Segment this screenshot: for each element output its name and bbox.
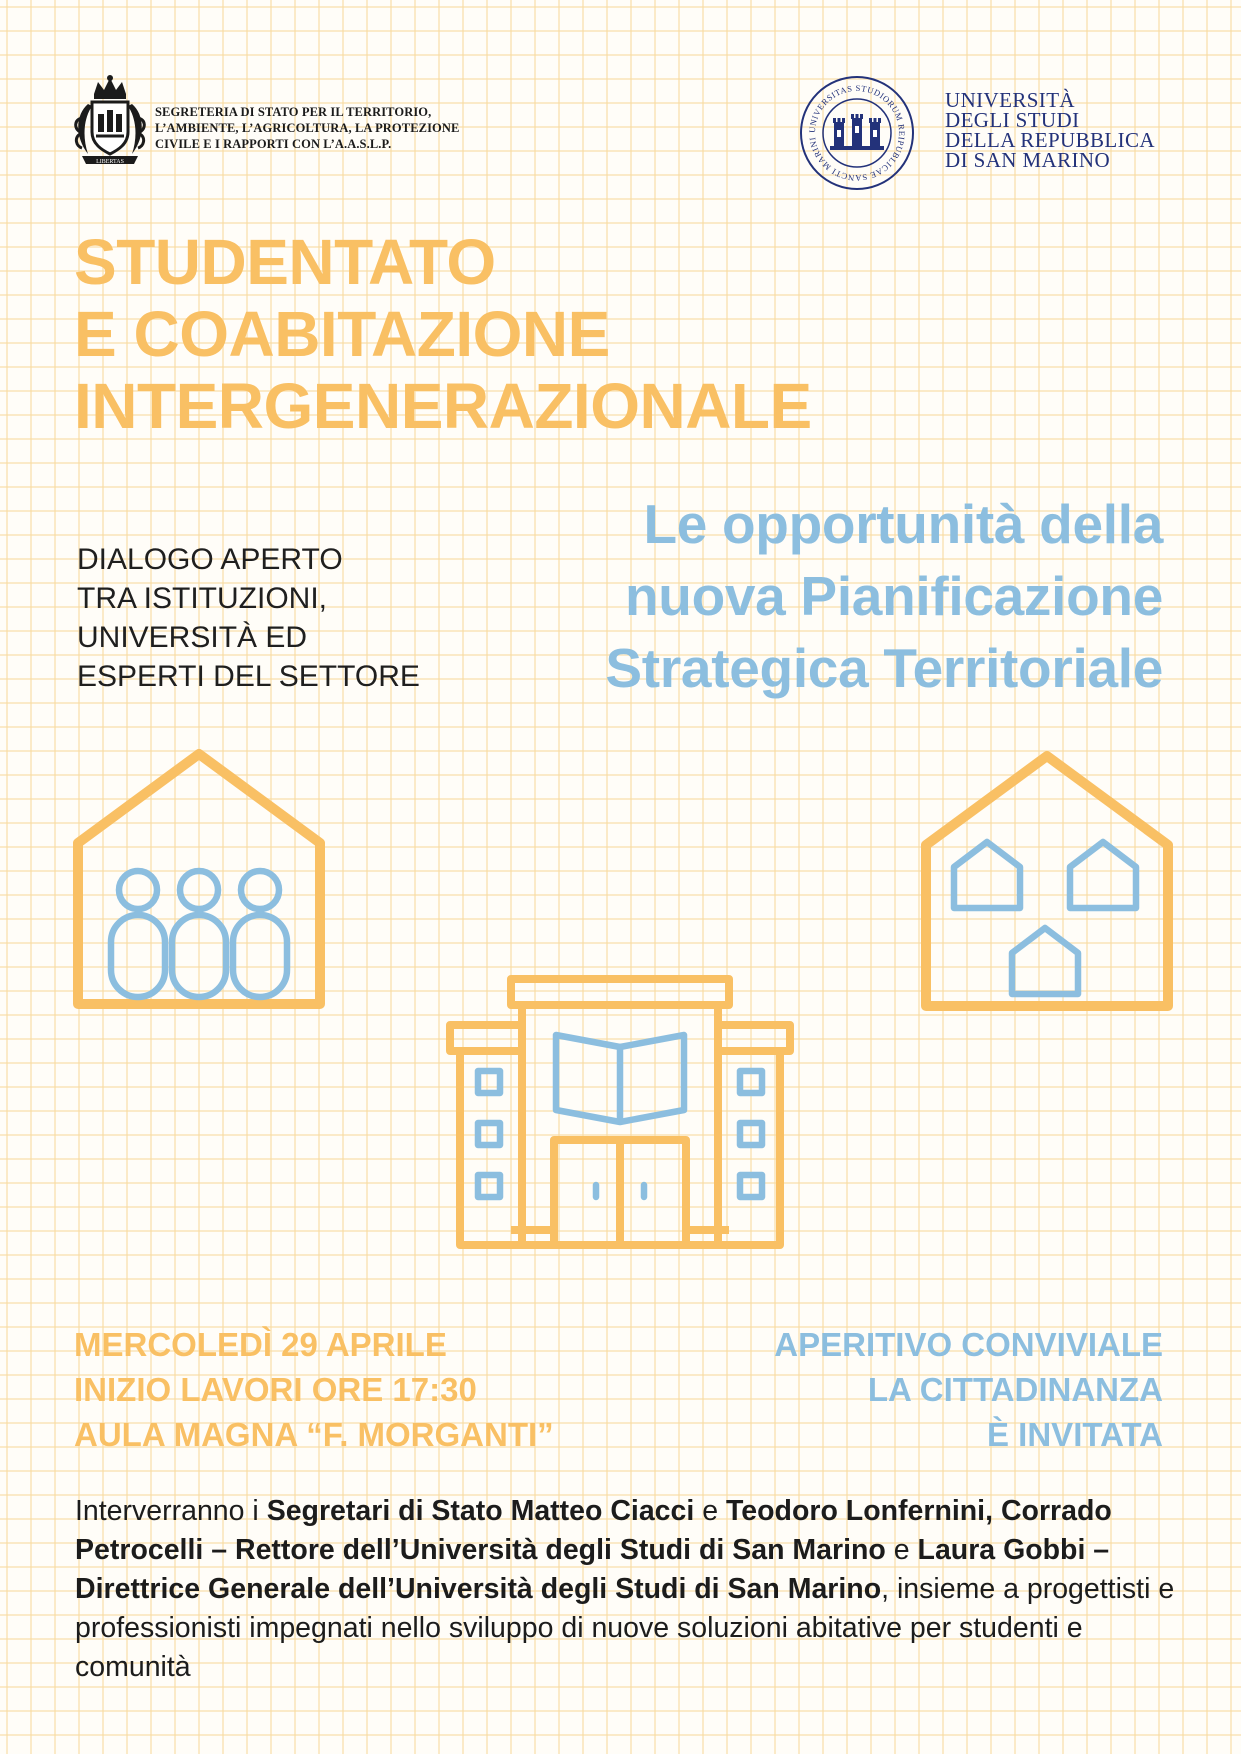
house-with-homes-icon xyxy=(920,750,1174,1014)
dialogo-line: ESPERTI DEL SETTORE xyxy=(77,660,420,693)
event-date: MERCOLEDÌ 29 APRILE xyxy=(74,1326,447,1363)
house-with-people-icon xyxy=(72,748,326,1012)
seal-text: UNIVERSITAS STUDIORUM REIPUBLICAE SANCTI MARINI xyxy=(806,82,908,184)
speaker-name: Laura Gobbi – Direttrice Generale dell’Università degli Studi di San Marino xyxy=(75,1534,1110,1605)
university-line: UNIVERSITÀ xyxy=(945,88,1075,112)
gov-line: SEGRETERIA DI STATO PER IL TERRITORIO, xyxy=(155,105,432,119)
subtitle-line: Le opportunità della xyxy=(643,493,1163,555)
aperitivo-line: È INVITATA xyxy=(987,1416,1163,1453)
event-start-time: INIZIO LAVORI ORE 17:30 xyxy=(74,1371,477,1408)
aperitivo-line: APERITIVO CONVIVIALE xyxy=(774,1326,1163,1363)
event-title xyxy=(74,226,812,442)
san-marino-coat-of-arms-logo xyxy=(72,74,148,168)
title-line: STUDENTATO xyxy=(74,226,496,298)
university-line: DELLA REPUBBLICA xyxy=(945,128,1155,152)
speaker-name: Segretari di Stato Matteo Ciacci xyxy=(266,1495,695,1527)
event-subtitle xyxy=(605,488,1163,704)
subtitle-line: nuova Pianificazione xyxy=(624,565,1163,627)
speakers-text: Interverranno i xyxy=(75,1495,267,1527)
dialogo-line: UNIVERSITÀ ED xyxy=(77,621,308,654)
event-details xyxy=(74,1322,554,1457)
gov-line: CIVILE E I RAPPORTI CON L’A.A.S.L.P. xyxy=(155,137,392,151)
university-seal-logo xyxy=(798,74,916,192)
university-line: DI SAN MARINO xyxy=(945,148,1111,172)
title-line: INTERGENERAZIONALE xyxy=(74,370,812,442)
university-line: DEGLI STUDI xyxy=(945,108,1080,132)
speakers-text: , insieme a progettisti e professionisti impegnati nello sviluppo di nuove soluzioni abitative per studenti e comunità xyxy=(75,1573,1175,1683)
title-line: E COABITAZIONE xyxy=(74,298,610,370)
university-building-icon xyxy=(446,975,796,1250)
dialogo-line: DIALOGO APERTO xyxy=(77,543,343,576)
event-location: AULA MAGNA “F. MORGANTI” xyxy=(74,1416,554,1453)
gov-line: L’AMBIENTE, L’AGRICOLTURA, LA PROTEZIONE xyxy=(155,121,460,135)
speaker-name: Teodoro Lonfernini, xyxy=(726,1495,994,1527)
speakers-text: e xyxy=(694,1495,726,1527)
subtitle-line: Strategica Territoriale xyxy=(605,637,1163,699)
dialogo-aperto-text xyxy=(77,540,420,696)
dialogo-line: TRA ISTITUZIONI, xyxy=(77,582,328,615)
government-office-name xyxy=(155,104,535,152)
speakers-paragraph xyxy=(75,1492,1175,1687)
university-name xyxy=(945,90,1155,170)
speaker-name: Corrado Petrocelli – Rettore dell’Università degli Studi di San Marino xyxy=(75,1495,1112,1566)
speakers-text xyxy=(993,1495,1001,1527)
aperitivo-invitation xyxy=(774,1322,1163,1457)
aperitivo-line: LA CITTADINANZA xyxy=(867,1371,1163,1408)
speakers-text: e xyxy=(885,1534,918,1566)
libertas-motto: LIBERTAS xyxy=(96,159,124,165)
